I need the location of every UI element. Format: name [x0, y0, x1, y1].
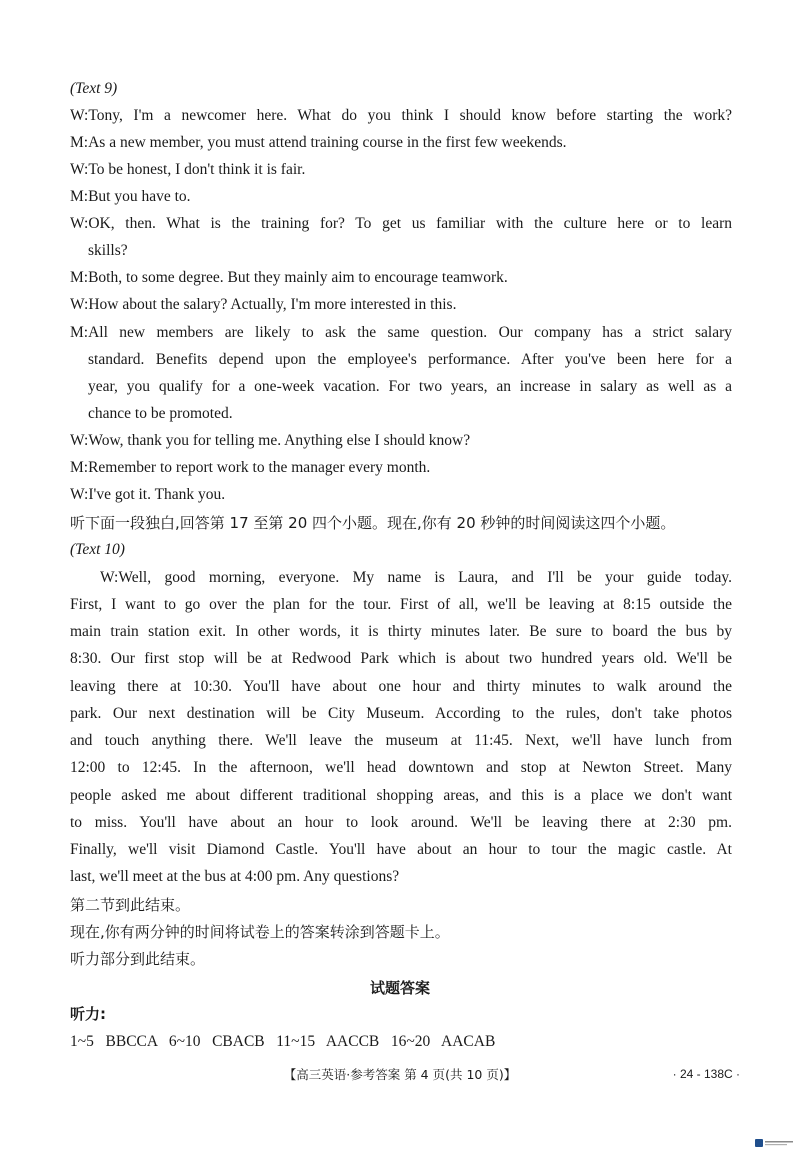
- text10-line: 8:30. Our first stop will be at Redwood Park which is about two hundred years old. We'll be: [70, 650, 732, 667]
- text10-line: leaving there at 10:30. You'll have about one hour and thirty minutes to walk around the: [70, 678, 732, 695]
- text9-line: W:How about the salary? Actually, I'm more interested in this.: [70, 296, 457, 313]
- section-end-note: 第二节到此结束。: [70, 896, 191, 914]
- text10-line: Finally, we'll visit Diamond Castle. You'll have about an hour to tour the magic castle. At: [70, 841, 732, 858]
- text10-line: last, we'll meet at the bus at 4:00 pm. Any questions?: [70, 868, 400, 885]
- text10-line: and touch anything there. We'll leave the museum at 11:45. Next, we'll have lunch from: [70, 732, 732, 749]
- text9-line: W:Tony, I'm a newcomer here. What do you think I should know before starting the work?: [70, 107, 732, 124]
- text9-line: W:Wow, thank you for telling me. Anything else I should know?: [70, 432, 471, 449]
- text9-line: W:To be honest, I don't think it is fair.: [70, 161, 306, 178]
- text9-line: skills?: [88, 242, 128, 259]
- text10-line: to miss. You'll have about an hour to look around. We'll be leaving there at 2:30 pm.: [70, 814, 732, 831]
- text9-line: M:All new members are likely to ask the same question. Our company has a strict salary: [70, 324, 732, 341]
- text9-line: year, you qualify for a one-week vacation. For two years, an increase in salary as well as a: [88, 378, 732, 395]
- instruction-17-20: 听下面一段独白,回答第 17 至第 20 四个小题。现在,你有 20 秒钟的时间阅读这四个小题。: [70, 514, 676, 532]
- text10-line: First, I want to go over the plan for the tour. First of all, we'll be leaving at 8:15 outside the: [70, 596, 732, 613]
- text10-line: people asked me about different traditional shopping areas, and this is a place we don't want: [70, 787, 732, 804]
- text9-line: W:OK, then. What is the training for? To get us familiar with the culture here or to learn: [70, 215, 732, 232]
- text10-line: W:Well, good morning, everyone. My name is Laura, and I'll be your guide today.: [100, 569, 732, 586]
- transfer-answers-note: 现在,你有两分钟的时间将试卷上的答案转涂到答题卡上。: [70, 923, 450, 941]
- answers-title: 试题答案: [369, 979, 430, 997]
- listening-label: 听力:: [70, 1005, 106, 1023]
- text9-heading: (Text 9): [70, 80, 118, 97]
- text9-line: W:I've got it. Thank you.: [70, 486, 226, 503]
- text9-line: M:But you have to.: [70, 188, 191, 205]
- listening-end-note: 听力部分到此结束。: [70, 950, 206, 968]
- footer-page-info: 【高三英语·参考答案 第 4 页(共 10 页)】: [283, 1067, 517, 1082]
- text9-line: M:As a new member, you must attend training course in the first few weekends.: [70, 134, 567, 151]
- text9-line: M:Remember to report work to the manager every month.: [70, 459, 431, 476]
- text9-line: standard. Benefits depend upon the employee's performance. After you've been here for a: [88, 351, 732, 368]
- text10-line: park. Our next destination will be City Museum. According to the rules, don't take photos: [70, 705, 732, 722]
- text10-heading: (Text 10): [70, 541, 125, 558]
- text9-line: chance to be promoted.: [88, 405, 233, 422]
- watermark-logo-icon: [755, 1138, 795, 1148]
- answer-row: 1~5 BBCCA 6~10 CBACB 11~15 AACCB 16~20 AACAB: [70, 1033, 496, 1050]
- text10-line: main train station exit. In other words, it is thirty minutes later. Be sure to board the bus by: [70, 623, 732, 640]
- text10-line: 12:00 to 12:45. In the afternoon, we'll head downtown and stop at Newton Street. Many: [70, 759, 732, 776]
- text9-line: M:Both, to some degree. But they mainly aim to encourage teamwork.: [70, 269, 508, 286]
- footer-code: · 24 - 138C ·: [672, 1067, 740, 1081]
